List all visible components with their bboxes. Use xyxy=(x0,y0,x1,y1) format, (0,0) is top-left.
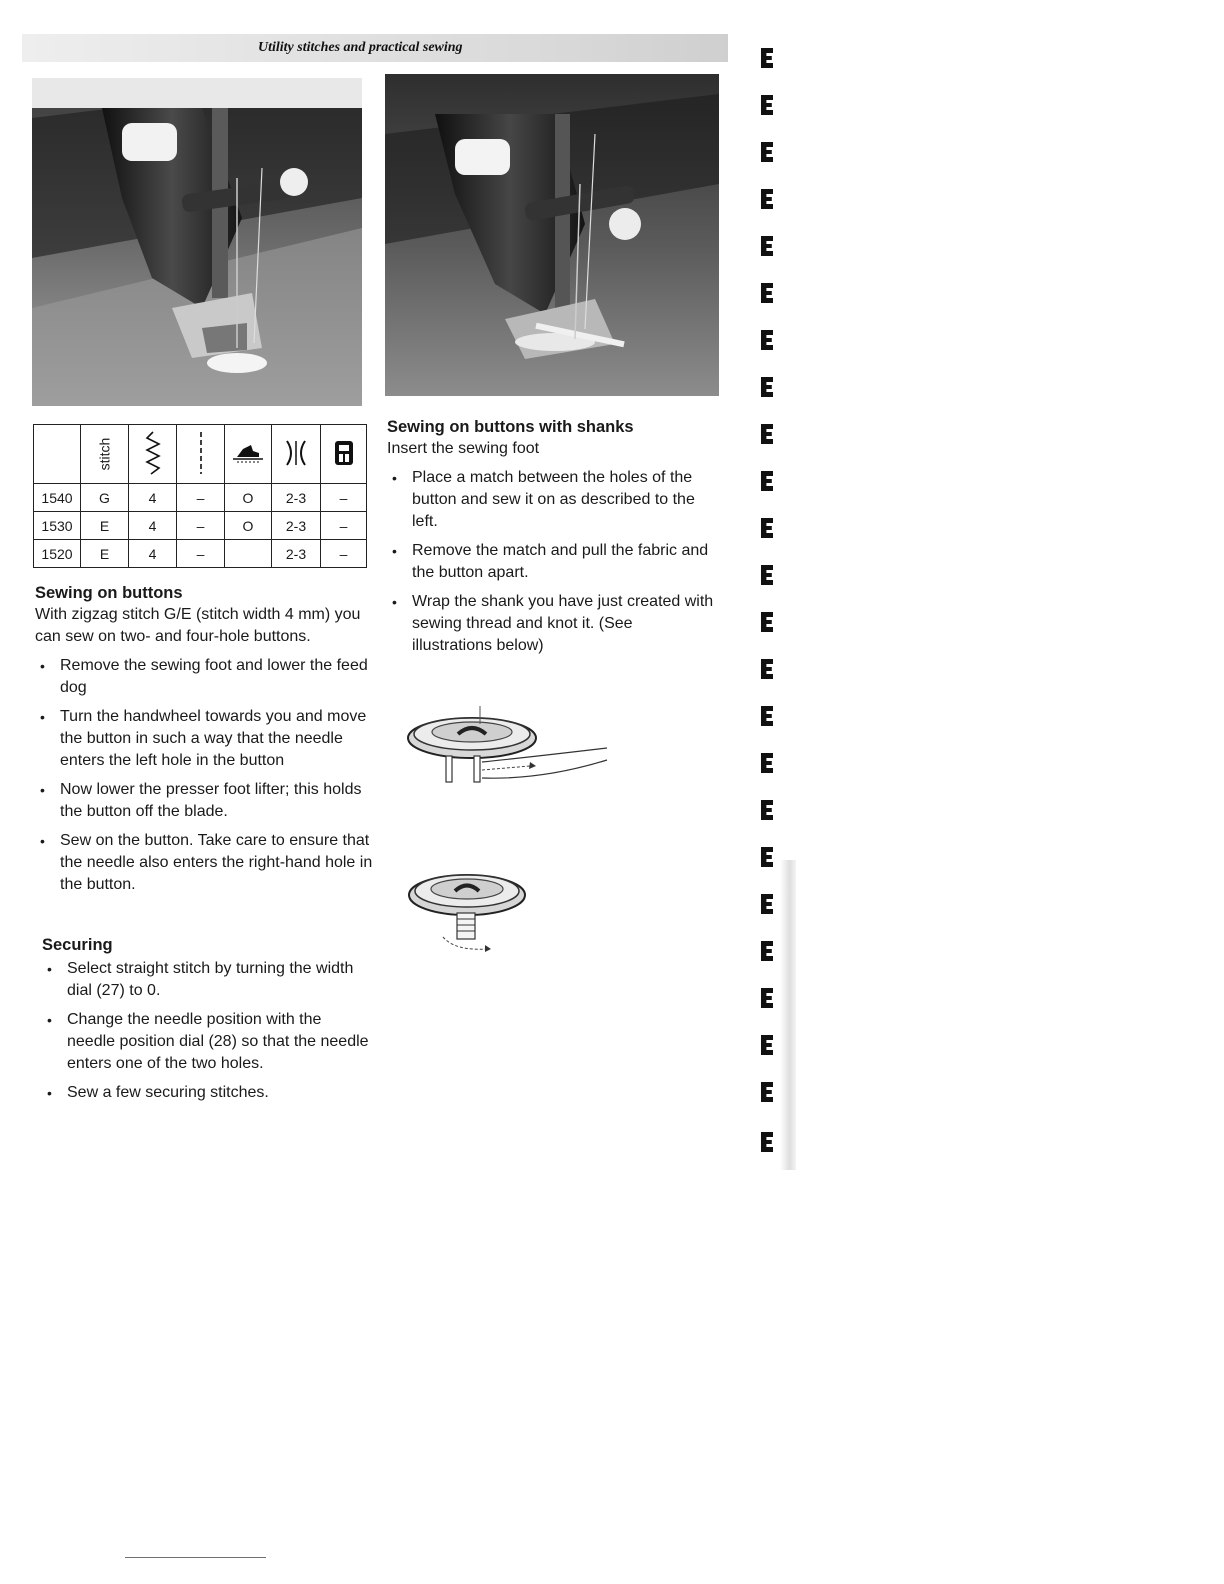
index-tab xyxy=(761,48,777,68)
width-cell: 4 xyxy=(129,484,177,512)
button-with-shank-illustration xyxy=(405,865,535,960)
index-tab xyxy=(761,471,777,491)
shanks-section xyxy=(387,416,717,657)
tension-cell: 2-3 xyxy=(272,484,321,512)
index-tab xyxy=(761,189,777,209)
length-cell: – xyxy=(177,512,225,540)
list-item: • Wrap the shank you have just created with sewing thread and knot it. (See illustrations below) xyxy=(387,591,717,657)
list-item: • Now lower the presser foot lifter; this holds the button off the blade. xyxy=(35,779,375,823)
table-header-stitch xyxy=(81,425,129,484)
stitch-cell: E xyxy=(81,540,129,568)
list-item: • Turn the handwheel towards you and move the button in such a way that the needle enters the left hole in the button xyxy=(35,706,375,772)
index-tab xyxy=(761,894,777,914)
sewing-buttons-section xyxy=(35,582,375,896)
section-intro: Insert the sewing foot xyxy=(387,440,540,457)
table-row xyxy=(34,512,367,540)
tension-cell: 2-3 xyxy=(272,540,321,568)
index-tab xyxy=(761,1035,777,1055)
index-tab xyxy=(761,377,777,397)
index-tab xyxy=(761,659,777,679)
instruction-list xyxy=(387,467,717,657)
list-item: • Remove the match and pull the fabric and the button apart. xyxy=(387,540,717,584)
list-item: • Select straight stitch by turning the width dial (27) to 0. xyxy=(42,958,372,1002)
stitch-cell: E xyxy=(81,512,129,540)
footer-rule xyxy=(125,1557,266,1558)
feed-cell: O xyxy=(225,512,272,540)
section-heading: Securing xyxy=(42,936,113,954)
table-header-empty xyxy=(34,425,81,484)
index-tab xyxy=(761,565,777,585)
length-cell: – xyxy=(177,484,225,512)
feed-dog-icon xyxy=(225,425,272,484)
index-tab xyxy=(761,1132,777,1152)
tension-icon xyxy=(272,425,321,484)
stitch-cell: G xyxy=(81,484,129,512)
index-tab xyxy=(761,941,777,961)
index-tab xyxy=(761,847,777,867)
list-item: • Remove the sewing foot and lower the feed dog xyxy=(35,655,375,699)
index-tab xyxy=(761,1082,777,1102)
instruction-list xyxy=(42,958,372,1104)
button-with-match-illustration xyxy=(402,700,612,790)
section-heading: Sewing on buttons xyxy=(35,584,183,602)
foot-cell: – xyxy=(321,512,367,540)
feed-cell xyxy=(225,540,272,568)
stitch-header-label: stitch xyxy=(96,437,113,471)
instruction-list xyxy=(35,655,375,896)
width-cell: 4 xyxy=(129,512,177,540)
index-tab xyxy=(761,988,777,1008)
length-cell: – xyxy=(177,540,225,568)
foot-cell: – xyxy=(321,540,367,568)
table-row xyxy=(34,484,367,512)
zigzag-stitch-icon xyxy=(129,425,177,484)
model-cell: 1540 xyxy=(34,484,81,512)
index-tab xyxy=(761,753,777,773)
index-tab xyxy=(761,518,777,538)
table-row xyxy=(34,540,367,568)
index-tab xyxy=(761,95,777,115)
straight-stitch-icon xyxy=(177,425,225,484)
width-cell: 4 xyxy=(129,540,177,568)
index-tab xyxy=(761,142,777,162)
page-edge-shadow xyxy=(780,860,796,1170)
index-tab xyxy=(761,236,777,256)
model-cell: 1530 xyxy=(34,512,81,540)
page-header-title: Utility stitches and practical sewing xyxy=(258,40,463,55)
index-tab xyxy=(761,330,777,350)
list-item: • Sew on the button. Take care to ensure that the needle also enters the right-hand hole in the button. xyxy=(35,830,375,896)
list-item: • Place a match between the holes of the button and sew it on as described to the left. xyxy=(387,467,717,533)
table-header-row xyxy=(34,425,367,484)
index-tab xyxy=(761,424,777,444)
feed-cell: O xyxy=(225,484,272,512)
photo-button-sewing xyxy=(32,78,362,406)
photo-button-shank xyxy=(385,74,719,396)
stitch-settings-table xyxy=(33,424,367,568)
index-tab xyxy=(761,800,777,820)
foot-cell: – xyxy=(321,484,367,512)
model-cell: 1520 xyxy=(34,540,81,568)
tension-cell: 2-3 xyxy=(272,512,321,540)
index-tab xyxy=(761,706,777,726)
section-intro: With zigzag stitch G/E (stitch width 4 mm) you can sew on two- and four-hole buttons. xyxy=(35,606,361,645)
securing-section xyxy=(42,934,372,1104)
list-item: • Sew a few securing stitches. xyxy=(42,1082,372,1104)
index-tab xyxy=(761,612,777,632)
list-item: • Change the needle position with the needle position dial (28) so that the needle enters one of the two holes. xyxy=(42,1009,372,1075)
index-tab xyxy=(761,283,777,303)
sewing-foot-icon xyxy=(321,425,367,484)
section-heading: Sewing on buttons with shanks xyxy=(387,418,634,436)
